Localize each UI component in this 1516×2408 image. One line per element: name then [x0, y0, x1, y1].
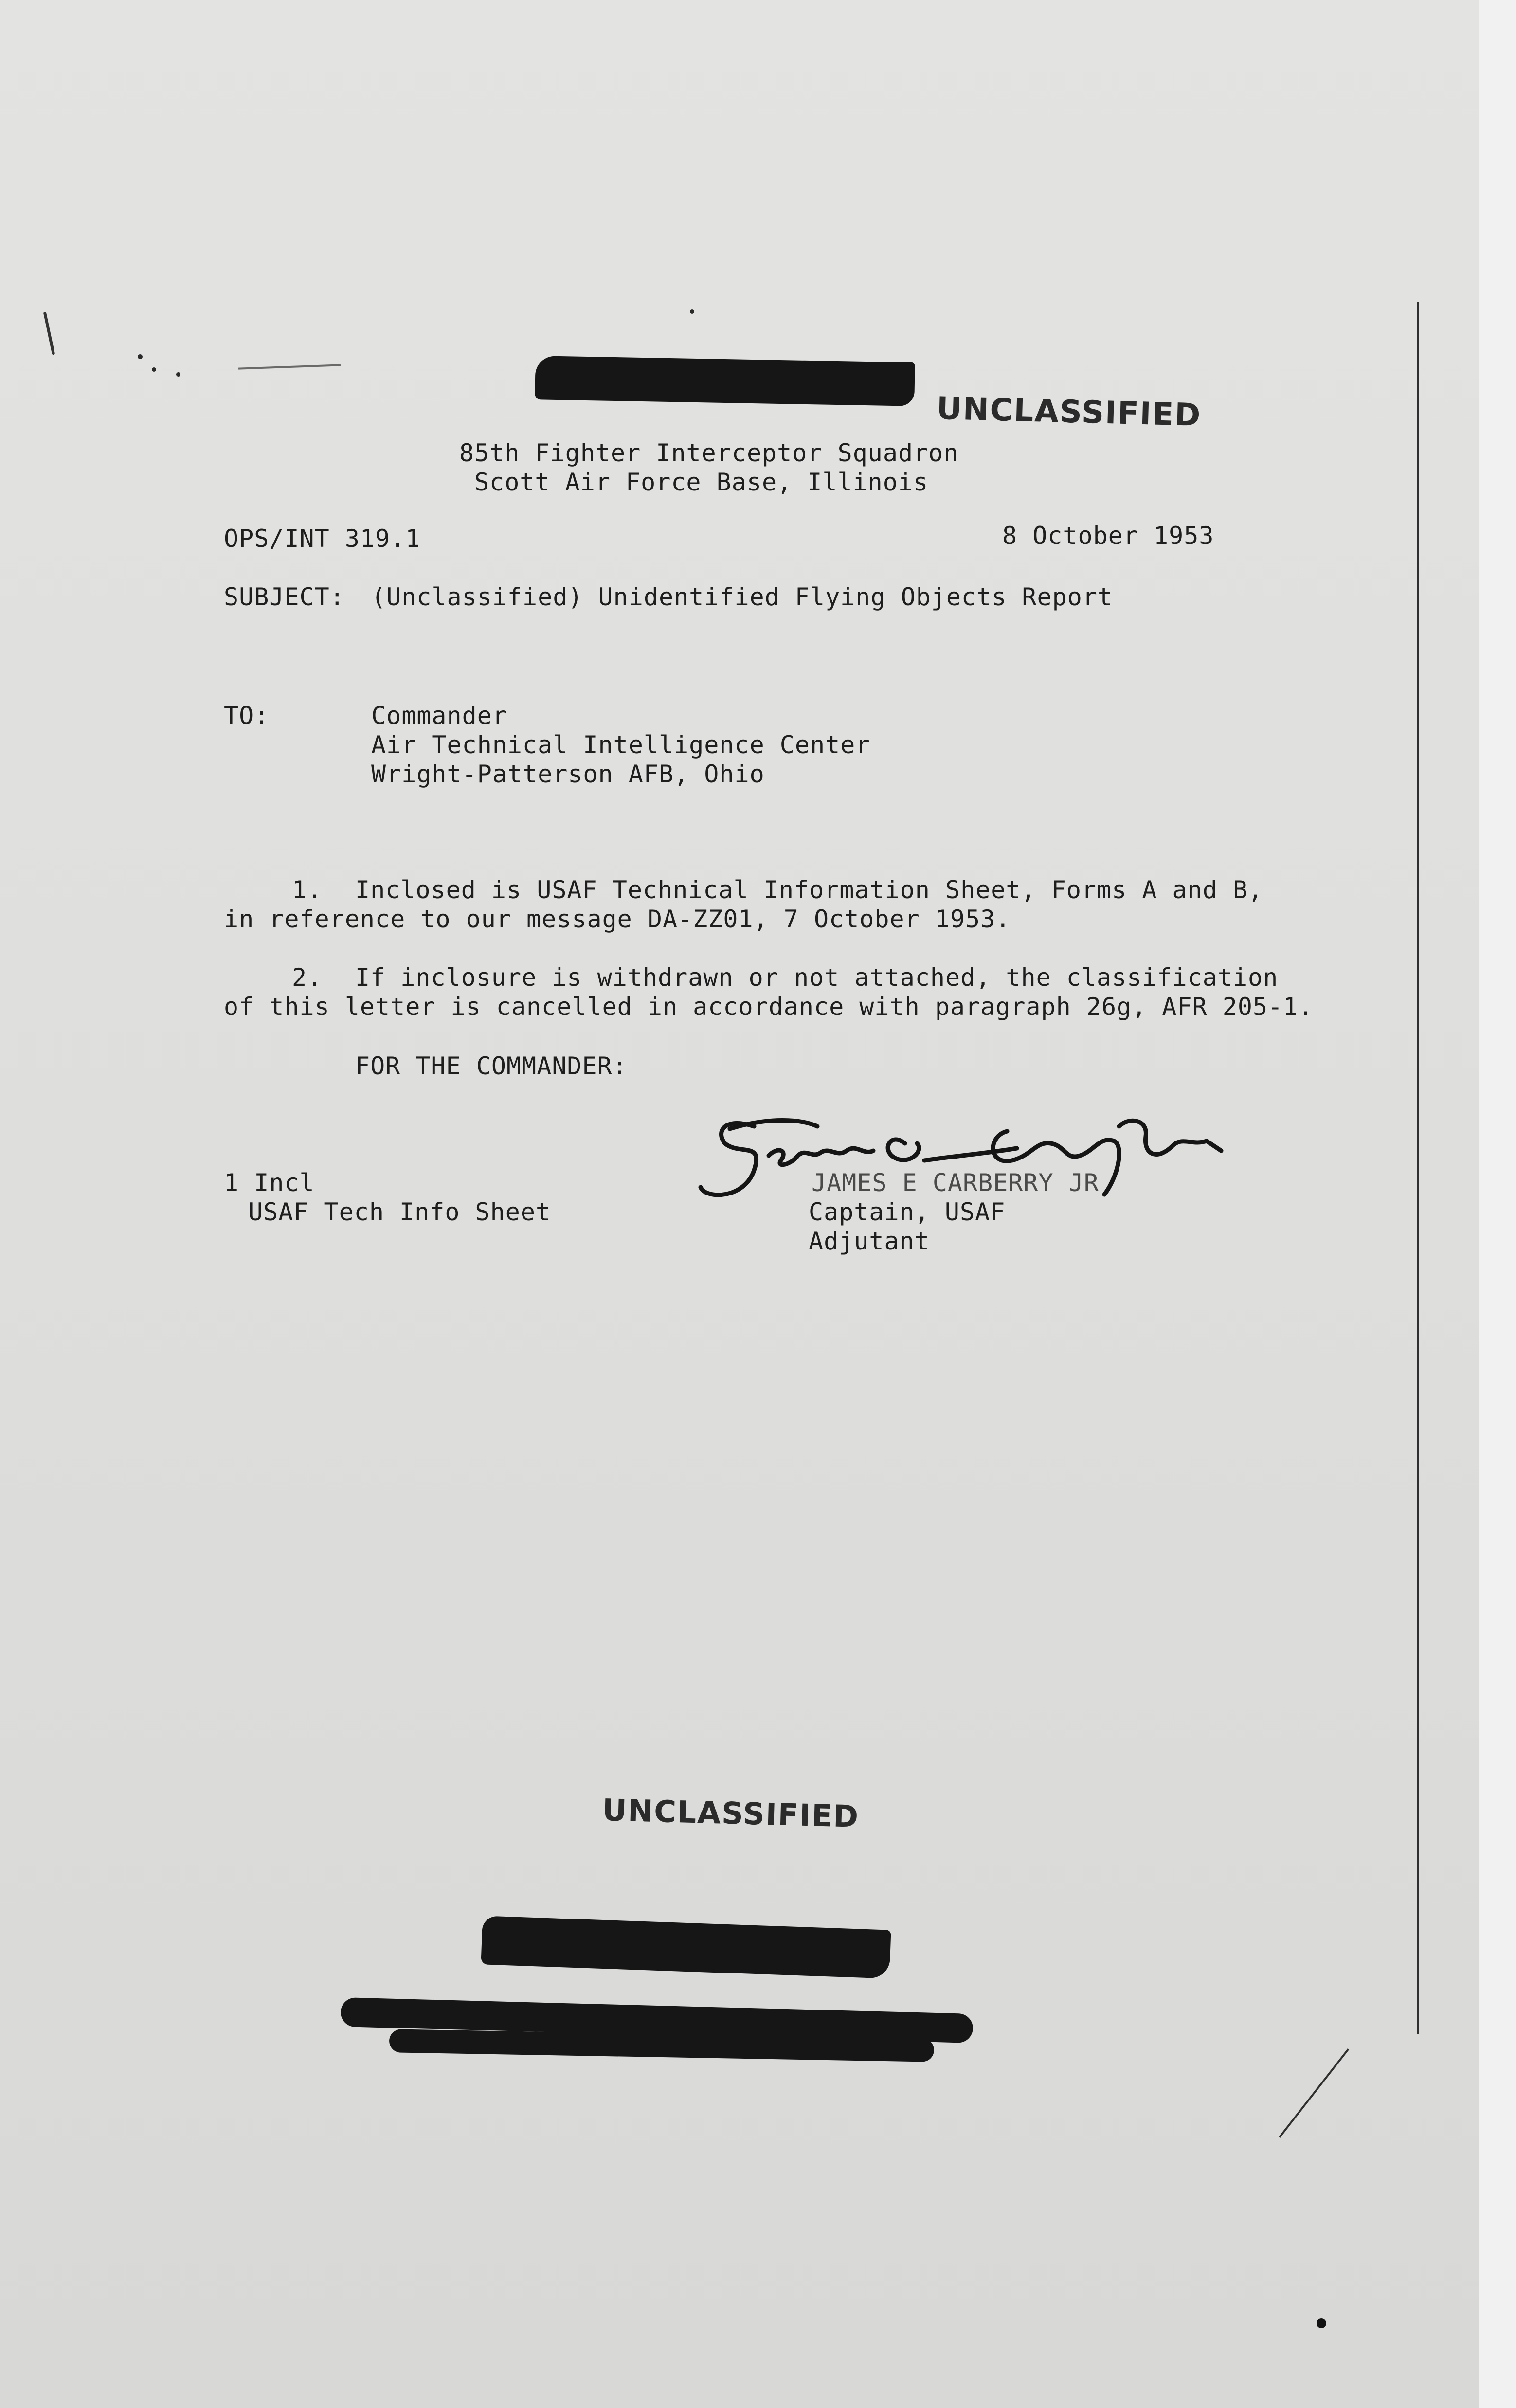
addressee-line-1: Commander [371, 702, 507, 730]
redaction-bar [535, 356, 915, 406]
closing-line: FOR THE COMMANDER: [355, 1052, 628, 1080]
to-label: TO: [224, 702, 270, 730]
enclosure-count: 1 Incl [224, 1169, 315, 1197]
signer-name: JAMES E CARBERRY JR [812, 1169, 1099, 1197]
subject-label: SUBJECT: [224, 583, 345, 611]
paragraph-1-number: 1. [292, 876, 323, 904]
file-reference: OPS/INT 319.1 [224, 525, 421, 553]
letter-date: 8 October 1953 [1002, 522, 1214, 550]
redaction-bar [481, 1916, 891, 1978]
classification-stamp-top: UNCLASSIFIED [936, 390, 1202, 434]
enclosure-item: USAF Tech Info Sheet [248, 1198, 551, 1226]
addressee-line-3: Wright-Patterson AFB, Ohio [371, 760, 765, 788]
scan-margin [1479, 0, 1516, 2408]
paragraph-2-number: 2. [292, 963, 323, 992]
signer-title: Adjutant [809, 1227, 930, 1255]
speck [176, 372, 180, 377]
fold-line [1417, 302, 1419, 2034]
speck [152, 367, 156, 372]
paragraph-2-line-1: If inclosure is withdrawn or not attached, the classification [355, 963, 1279, 992]
pencil-mark [238, 364, 341, 369]
classification-stamp-bottom: UNCLASSIFIED [602, 1792, 860, 1834]
paragraph-1-line-1: Inclosed is USAF Technical Information Sheet, Forms A and B, [355, 876, 1263, 904]
edge-mark [43, 311, 55, 355]
unit-location: Scott Air Force Base, Illinois [474, 468, 929, 496]
speck [1317, 2318, 1326, 2328]
paragraph-1-line-2: in reference to our message DA-ZZ01, 7 October 1953. [224, 905, 1011, 933]
unit-name: 85th Fighter Interceptor Squadron [459, 439, 959, 467]
subject-text: (Unclassified) Unidentified Flying Objects Report [371, 583, 1113, 611]
speck [690, 309, 694, 314]
addressee-line-2: Air Technical Intelligence Center [371, 731, 871, 759]
signer-rank: Captain, USAF [809, 1198, 1006, 1226]
speck [138, 354, 143, 359]
corner-crease [1279, 2048, 1349, 2138]
paragraph-2-line-2: of this letter is cancelled in accordance with paragraph 26g, AFR 205-1. [224, 993, 1314, 1021]
